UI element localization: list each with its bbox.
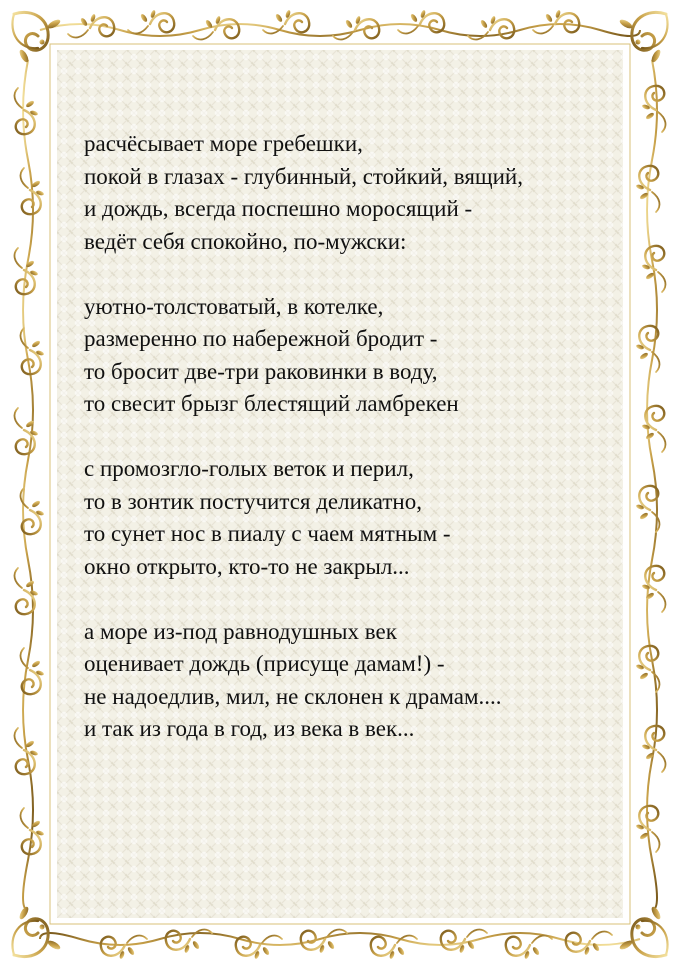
frame-corner-top-left	[12, 12, 61, 63]
frame-corner-bottom-right	[618, 905, 667, 956]
poem-line: то свесит брызг блестящий ламбрекен	[84, 391, 459, 416]
poem-line: то бросит две-три раковинки в воду,	[84, 358, 438, 384]
poem-line: окно открыто, кто-то не закрыл...	[84, 553, 410, 579]
frame-corner-top-right	[618, 12, 667, 63]
poem-line: с промозгло-голых веток и перил,	[84, 456, 414, 481]
frame-corner-bottom-left	[12, 905, 61, 956]
poem-line: то сунет нос в пиалу с чаем мятным -	[84, 521, 451, 546]
poem-line: а море из-под равнодушных век	[84, 618, 397, 644]
poem-line: и так из года в год, из века в век...	[84, 716, 415, 741]
stanza-3	[84, 453, 604, 583]
frame-right-border	[636, 60, 666, 910]
poem-line: уютно-толстоватый, в котелке,	[84, 293, 384, 319]
poem-line: то в зонтик постучится деликатно,	[84, 488, 422, 514]
poem-line: и дождь, всегда поспешно моросящий -	[84, 196, 473, 221]
poem-line: расчёсывает море гребешки,	[84, 131, 363, 156]
poem-line: размеренно по набережной бродит -	[84, 326, 438, 351]
poem-line: оценивает дождь (присуще дамам!) -	[84, 651, 445, 676]
frame-bottom-border	[40, 930, 640, 960]
frame-left-border	[15, 60, 45, 910]
poem-line: ведёт себя спокойно, по-мужски:	[84, 228, 407, 254]
stanza-4	[84, 616, 604, 746]
stanza-2	[84, 291, 604, 421]
poem-text	[84, 128, 604, 778]
poem-line: покой в глазах - глубинный, стойкий, вящий,	[84, 163, 523, 189]
frame-top-border	[40, 10, 640, 40]
stanza-1	[84, 128, 604, 258]
poem-line: не надоедлив, мил, не склонен к драмам....	[84, 683, 502, 709]
